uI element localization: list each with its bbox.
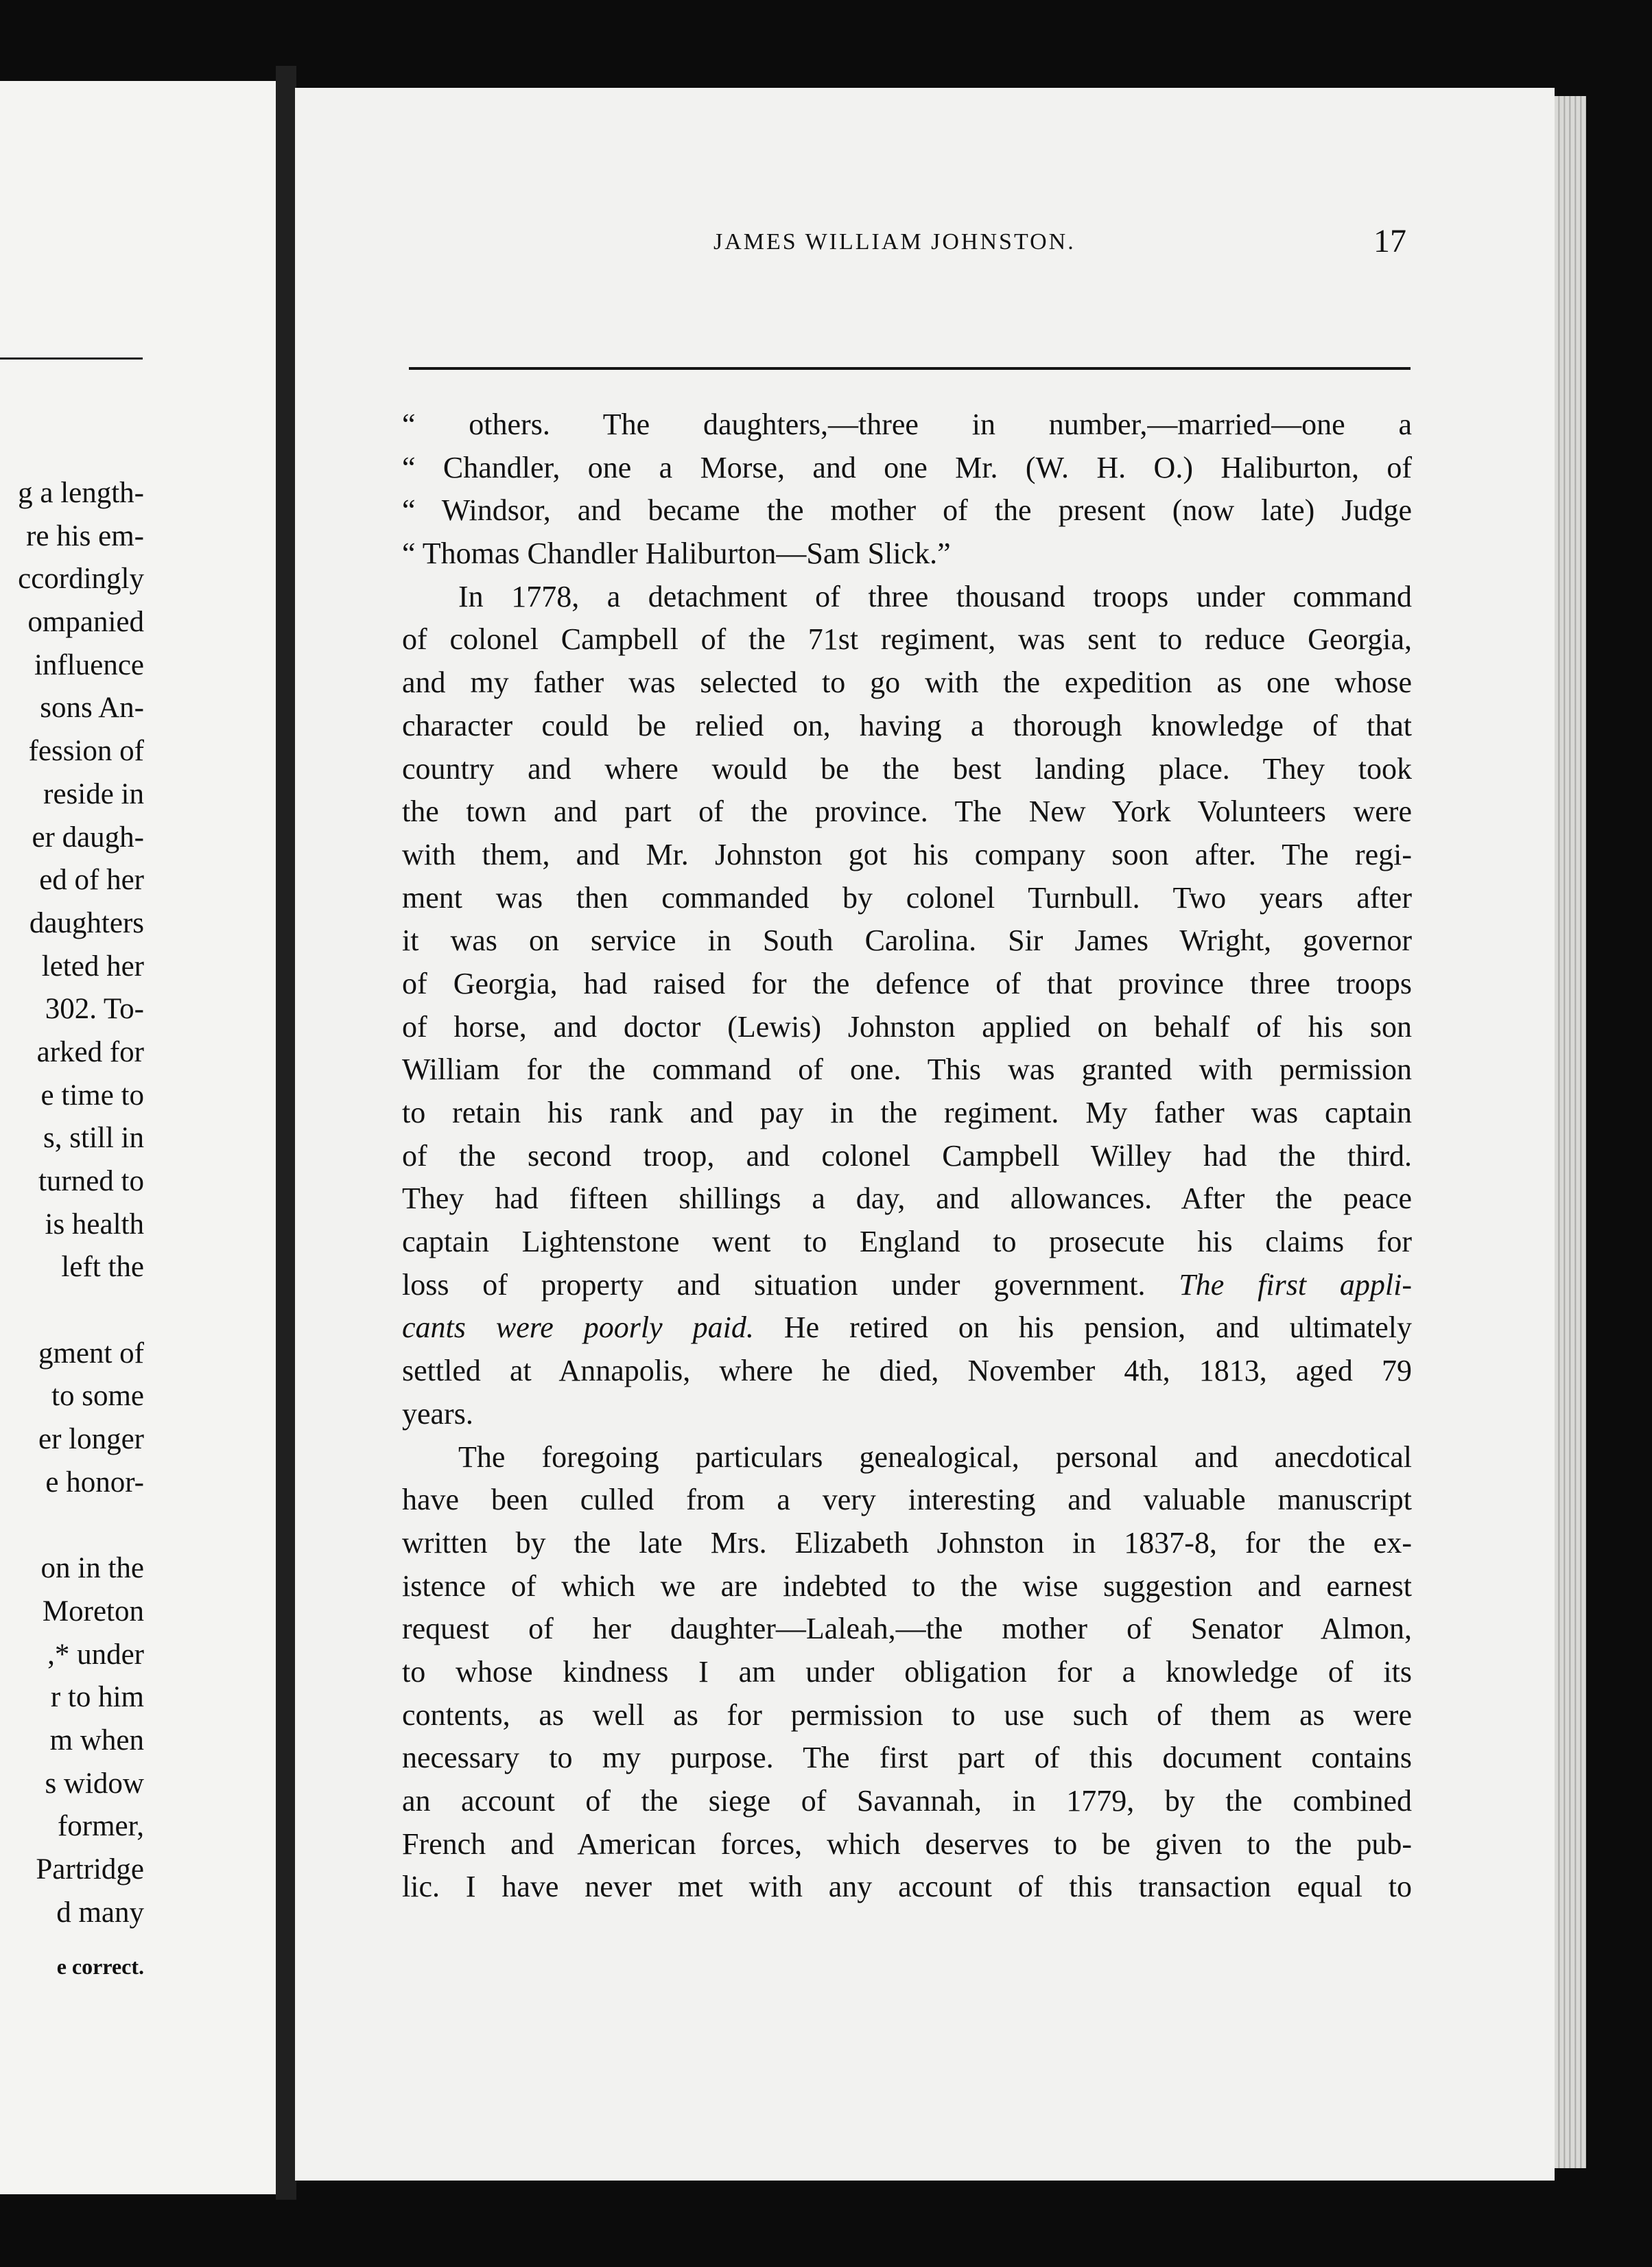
line-text: and my father was selected to go with the expedition as one whose <box>402 666 1412 700</box>
line-text: lic. I have never met with any account of this transaction equal to <box>402 1870 1412 1904</box>
text-line <box>402 1393 1412 1436</box>
text-line <box>402 748 1412 791</box>
previous-page-line: is health <box>45 1208 144 1241</box>
header-rule <box>409 367 1411 370</box>
text-line <box>402 1565 1412 1608</box>
text-line <box>402 661 1412 705</box>
text-line <box>402 1436 1412 1479</box>
book-gutter <box>276 66 296 2200</box>
previous-page-line: Moreton <box>42 1595 144 1628</box>
line-text: He retired on his pension, and ultimately <box>753 1311 1412 1345</box>
previous-page-line: d many <box>56 1896 144 1929</box>
line-text: of Georgia, had raised for the defence of that province three troops <box>402 966 1412 1000</box>
line-text: the town and part of the province. The New York Volunteers were <box>402 795 1412 829</box>
previous-page-line: m when <box>49 1724 144 1757</box>
text-line <box>402 1737 1412 1780</box>
text-line <box>402 790 1412 834</box>
text-line <box>402 1651 1412 1694</box>
previous-page-line: turned to <box>38 1165 144 1197</box>
line-text: it was on service in South Carolina. Sir James Wright, governor <box>402 924 1412 958</box>
previous-page-line: g a length- <box>18 477 144 509</box>
page-number: 17 <box>1373 223 1406 259</box>
text-line <box>402 1135 1412 1178</box>
previous-page-line: fession of <box>28 735 144 768</box>
line-text: istence of which we are indebted to the wise suggestion and earnest <box>402 1569 1412 1603</box>
previous-page-line: daughters <box>29 906 144 939</box>
previous-page-line: Partridge <box>36 1853 144 1886</box>
previous-page-footnote: e correct. <box>56 1954 144 1979</box>
line-text: written by the late Mrs. Elizabeth Johnston in 1837-8, for the ex- <box>402 1525 1412 1560</box>
text-line <box>402 1306 1412 1350</box>
text-line <box>402 1350 1412 1393</box>
text-line <box>402 576 1412 619</box>
previous-page-line: leted her <box>41 950 144 983</box>
previous-page-line: s, still in <box>43 1122 144 1155</box>
line-text: They had fifteen shillings a day, and allowances. After the peace <box>402 1182 1412 1216</box>
text-line <box>402 489 1412 532</box>
text-line <box>402 532 1412 576</box>
line-text: to retain his rank and pay in the regiment. My father was captain <box>402 1096 1412 1129</box>
previous-page-line: ed of her <box>39 864 144 897</box>
line-text: request of her daughter—Laleah,—the mother of Senator Almon, <box>402 1612 1412 1646</box>
text-line <box>402 1479 1412 1522</box>
previous-page-line <box>18 1289 144 1332</box>
line-text: “ Chandler, one a Morse, and one Mr. (W. H. O.) Haliburton, of <box>402 450 1412 484</box>
previous-page-line: s widow <box>45 1767 144 1800</box>
page-header <box>0 222 1410 263</box>
text-line <box>402 1823 1412 1866</box>
line-text: to whose kindness I am under obligation for a knowledge of its <box>402 1654 1412 1689</box>
previous-page-line: re his em- <box>26 519 144 552</box>
previous-page-text <box>18 472 144 1934</box>
previous-page-line: sons An- <box>40 692 144 725</box>
line-text: character could be relied on, having a thorough knowledge of that <box>402 708 1412 742</box>
line-text: of colonel Campbell of the 71st regiment, was sent to reduce Georgia, <box>402 622 1412 657</box>
line-text: necessary to my purpose. The first part of this document contains <box>402 1741 1412 1775</box>
previous-page-line <box>18 1505 144 1548</box>
previous-page-line: ompanied <box>27 606 144 639</box>
previous-page-line: ,* under <box>47 1638 144 1671</box>
previous-page-line: er longer <box>38 1423 144 1456</box>
previous-page-line: r to him <box>50 1681 144 1714</box>
text-line <box>402 1694 1412 1737</box>
previous-page-line: e honor- <box>45 1466 144 1499</box>
previous-page-line: arked for <box>36 1035 144 1068</box>
text-line <box>402 963 1412 1006</box>
line-text: country and where would be the best landing place. They took <box>402 751 1412 786</box>
italic-text: The first appli- <box>1179 1267 1412 1302</box>
line-text: of horse, and doctor (Lewis) Johnston applied on behalf of his son <box>402 1009 1412 1044</box>
text-line <box>402 1221 1412 1264</box>
text-line <box>402 447 1412 490</box>
previous-page-line: influence <box>34 648 144 681</box>
previous-page-line: er daugh- <box>32 821 144 854</box>
text-line <box>402 618 1412 661</box>
previous-page-line: to some <box>51 1380 144 1413</box>
left-header-rule <box>0 357 143 360</box>
previous-page-line: gment of <box>38 1337 144 1370</box>
line-text: “ others. The daughters,—three in number,—married—one a <box>402 408 1412 441</box>
previous-page-line: 302. To- <box>45 993 144 1026</box>
running-title: JAMES WILLIAM JOHNSTON. <box>713 229 1076 255</box>
text-line <box>402 834 1412 877</box>
line-text: settled at Annapolis, where he died, November 4th, 1813, aged 79 <box>402 1354 1412 1388</box>
line-text: “ Thomas Chandler Haliburton—Sam Slick.” <box>402 537 951 571</box>
text-line <box>402 705 1412 748</box>
text-line <box>402 919 1412 963</box>
text-line <box>402 1522 1412 1565</box>
text-line <box>402 1177 1412 1221</box>
text-line <box>402 1092 1412 1135</box>
previous-page-line: reside in <box>43 777 144 810</box>
line-text: of the second troop, and colonel Campbell Willey had the third. <box>402 1138 1412 1173</box>
text-line <box>402 403 1412 447</box>
text-line <box>402 1608 1412 1651</box>
line-text: The foregoing particulars genealogical, personal and anecdotical <box>458 1440 1412 1474</box>
page-edges <box>1555 96 1586 2168</box>
line-text: ment was then commanded by colonel Turnbull. Two years after <box>402 880 1412 915</box>
previous-page-line: ccordingly <box>18 563 144 596</box>
line-text: “ Windsor, and became the mother of the present (now late) Judge <box>402 493 1412 528</box>
previous-page-line: former, <box>57 1810 144 1843</box>
previous-page-line: on in the <box>40 1552 144 1585</box>
line-text: captain Lightenstone went to England to prosecute his claims for <box>402 1225 1412 1259</box>
text-line <box>402 1866 1412 1909</box>
line-text: In 1778, a detachment of three thousand troops under command <box>458 579 1412 613</box>
line-text: years. <box>402 1396 473 1431</box>
line-text: have been culled from a very interesting and valuable manuscript <box>402 1483 1412 1517</box>
line-text: contents, as well as for permission to use such of them as were <box>402 1698 1412 1732</box>
body-text <box>402 403 1412 1909</box>
italic-text: cants were poorly paid. <box>402 1311 754 1345</box>
line-text: an account of the siege of Savannah, in 1779, by the combined <box>402 1784 1412 1818</box>
previous-page <box>0 81 276 2194</box>
text-line <box>402 1780 1412 1823</box>
text-line <box>402 877 1412 920</box>
text-line <box>402 1264 1412 1307</box>
previous-page-line: left the <box>61 1251 144 1284</box>
line-text: French and American forces, which deserves to be given to the pub- <box>402 1826 1412 1861</box>
text-line <box>402 1006 1412 1049</box>
line-text: with them, and Mr. Johnston got his company soon after. The regi- <box>402 837 1412 871</box>
line-text: William for the command of one. This was granted with permission <box>402 1053 1412 1087</box>
previous-page-line: e time to <box>40 1079 144 1112</box>
text-line <box>402 1048 1412 1092</box>
line-text: loss of property and situation under government. <box>402 1267 1179 1302</box>
